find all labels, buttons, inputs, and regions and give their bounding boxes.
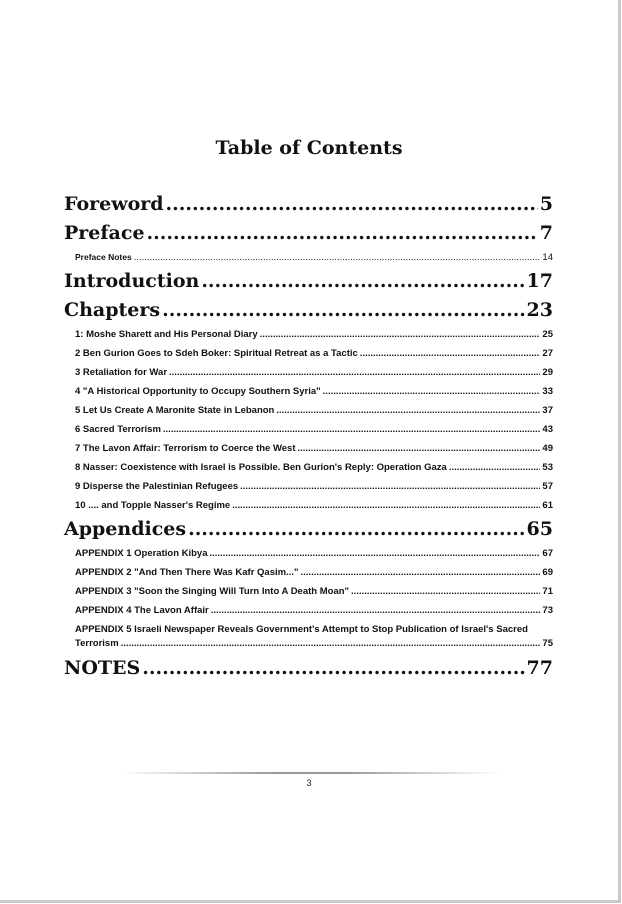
toc-entry-chapters[interactable] — [64, 296, 553, 325]
leader-dots — [301, 563, 541, 582]
toc-entry-notes[interactable] — [64, 654, 553, 683]
toc-page: 29 — [542, 367, 553, 378]
toc-page: 37 — [542, 405, 553, 416]
toc-label: APPENDIX 2 "And Then There Was Kafr Qasim..." — [75, 567, 299, 578]
leader-dots — [323, 382, 541, 401]
toc-entry-appendix-3[interactable] — [64, 582, 553, 601]
toc-label: 6 Sacred Terrorism — [75, 424, 161, 435]
page-number: 3 — [306, 778, 312, 788]
toc-label: Preface Notes — [75, 252, 132, 262]
leader-dots — [210, 544, 541, 563]
toc-entry-preface-notes[interactable] — [64, 248, 553, 267]
table-of-contents — [64, 190, 553, 683]
toc-page: 43 — [542, 424, 553, 435]
toc-page: 57 — [542, 481, 553, 492]
toc-page: 23 — [526, 299, 553, 321]
toc-entry-appendix-5[interactable] — [64, 623, 553, 651]
toc-page: 71 — [542, 586, 553, 597]
leader-dots — [211, 601, 541, 620]
toc-label: Foreword — [64, 193, 164, 215]
toc-page: 67 — [542, 548, 553, 559]
toc-page: 69 — [542, 567, 553, 578]
toc-entry-foreword[interactable] — [64, 190, 553, 219]
toc-entry-appendix-4[interactable] — [64, 601, 553, 620]
leader-dots — [449, 458, 541, 477]
leader-dots — [240, 477, 540, 496]
toc-entry-chapter-1[interactable] — [64, 325, 553, 344]
toc-label: Terrorism — [75, 638, 119, 649]
leader-dots — [162, 296, 524, 325]
toc-label: APPENDIX 1 Operation Kibya — [75, 548, 208, 559]
toc-page: 49 — [542, 443, 553, 454]
toc-label: 5 Let Us Create A Maronite State in Lebanon — [75, 405, 275, 416]
toc-page: 77 — [526, 657, 553, 679]
leader-dots — [147, 219, 538, 248]
toc-entry-chapter-2[interactable] — [64, 344, 553, 363]
toc-label: APPENDIX 4 The Lavon Affair — [75, 605, 209, 616]
toc-entry-chapter-4[interactable] — [64, 382, 553, 401]
toc-page: 7 — [539, 222, 553, 244]
leader-dots — [232, 496, 540, 515]
toc-label: 9 Disperse the Palestinian Refugees — [75, 481, 239, 492]
leader-dots — [351, 582, 540, 601]
toc-entry-chapter-6[interactable] — [64, 420, 553, 439]
toc-entry-chapter-9[interactable] — [64, 477, 553, 496]
leader-dots — [188, 515, 524, 544]
toc-label: Preface — [64, 222, 145, 244]
toc-entry-appendices[interactable] — [64, 515, 553, 544]
footer-divider — [120, 772, 500, 774]
toc-label: 8 Nasser: Coexistence with Israel is Possible. Ben Gurion's Reply: Operation Gaza — [75, 462, 447, 473]
toc-label: Appendices — [64, 518, 187, 540]
leader-dots — [260, 325, 541, 344]
toc-entry-appendix-5-continuation — [75, 637, 553, 651]
toc-entry-appendix-1[interactable] — [64, 544, 553, 563]
toc-page: 27 — [542, 348, 553, 359]
toc-page: 53 — [542, 462, 553, 473]
leader-dots — [142, 654, 524, 683]
toc-page: 61 — [542, 500, 553, 511]
toc-label: 1: Moshe Sharett and His Personal Diary — [75, 329, 258, 340]
toc-label: 4 "A Historical Opportunity to Occupy Southern Syria" — [75, 386, 321, 397]
leader-dots — [166, 190, 538, 219]
toc-page: 14 — [542, 252, 553, 263]
toc-entry-chapter-10[interactable] — [64, 496, 553, 515]
toc-page: 75 — [542, 638, 553, 649]
leader-dots — [201, 267, 524, 296]
toc-entry-chapter-5[interactable] — [64, 401, 553, 420]
toc-label: Introduction — [64, 270, 200, 292]
leader-dots — [121, 637, 541, 651]
toc-label: APPENDIX 5 Israeli Newspaper Reveals Government's Attempt to Stop Publication of Israel's Sacred — [75, 624, 528, 635]
toc-label: APPENDIX 3 "Soon the Singing Will Turn Into A Death Moan" — [75, 586, 350, 597]
toc-page: 25 — [542, 329, 553, 340]
toc-label: 2 Ben Gurion Goes to Sdeh Boker: Spiritual Retreat as a Tactic — [75, 348, 358, 359]
leader-dots — [360, 344, 541, 363]
toc-page: 5 — [539, 193, 553, 215]
toc-entry-chapter-8[interactable] — [64, 458, 553, 477]
toc-label: 10 .... and Topple Nasser's Regime — [75, 500, 231, 511]
leader-dots — [297, 439, 540, 458]
toc-entry-chapter-7[interactable] — [64, 439, 553, 458]
leader-dots — [163, 420, 541, 439]
toc-page: 73 — [542, 605, 553, 616]
toc-entry-chapter-3[interactable] — [64, 363, 553, 382]
toc-label: Chapters — [64, 299, 161, 321]
toc-label: 7 The Lavon Affair: Terrorism to Coerce the West — [75, 443, 296, 454]
toc-entry-preface[interactable] — [64, 219, 553, 248]
leader-dots — [169, 363, 540, 382]
leader-dots — [134, 248, 541, 267]
toc-entry-introduction[interactable] — [64, 267, 553, 296]
toc-entry-appendix-2[interactable] — [64, 563, 553, 582]
toc-page: 17 — [526, 270, 553, 292]
toc-label: NOTES — [64, 657, 141, 679]
toc-page: 65 — [526, 518, 553, 540]
toc-page: 33 — [542, 386, 553, 397]
leader-dots — [276, 401, 540, 420]
toc-label: 3 Retaliation for War — [75, 367, 168, 378]
page-title: Table of Contents — [215, 137, 403, 159]
